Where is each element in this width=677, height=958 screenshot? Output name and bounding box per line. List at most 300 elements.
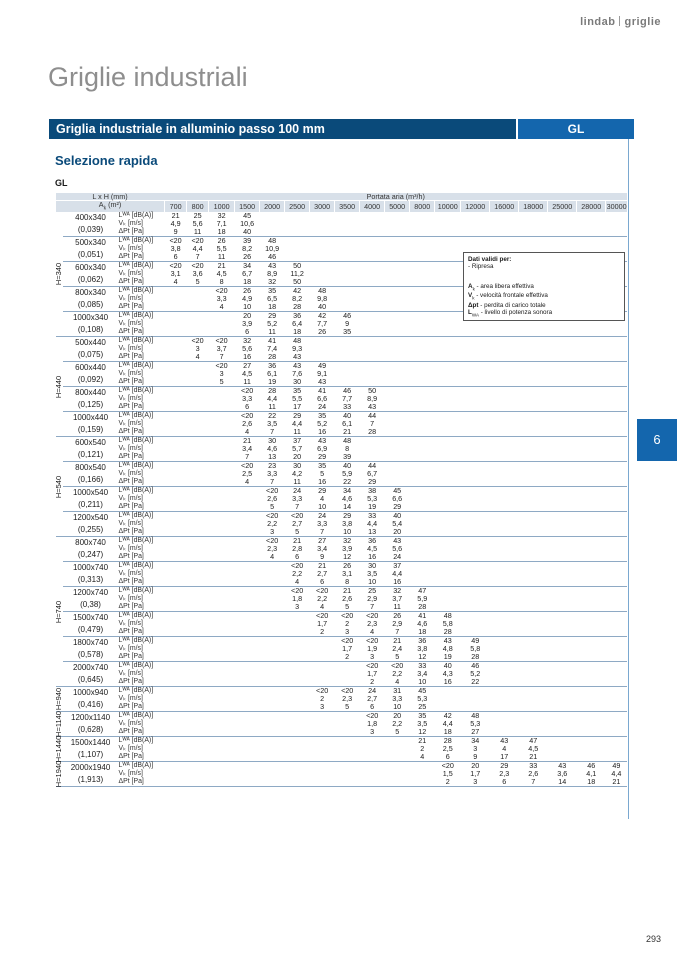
value-dpt: 20 xyxy=(293,452,302,462)
value-lwa: <20 xyxy=(191,336,204,346)
param-labels xyxy=(119,712,165,737)
flow-col-header: 18000 xyxy=(519,201,548,213)
value-dpt: 16 xyxy=(393,577,402,587)
value-cell xyxy=(335,337,360,362)
value-dpt: 22 xyxy=(343,477,352,487)
value-cell xyxy=(209,587,235,612)
value-cell xyxy=(235,762,260,787)
value-lwa: 21 xyxy=(343,586,352,596)
value-dpt: 24 xyxy=(318,402,327,412)
value-lwa: 23 xyxy=(268,461,277,471)
value-cell xyxy=(187,687,209,712)
value-lwa: 49 xyxy=(612,761,621,771)
value-cell xyxy=(165,337,187,362)
param-labels xyxy=(119,237,165,262)
value-cell xyxy=(260,737,285,762)
value-vk: 2,6 xyxy=(242,419,253,429)
value-cell xyxy=(235,687,260,712)
value-vk: 8,9 xyxy=(367,394,378,404)
param-label-lwa: Lᵂᴬ [dB(A)] xyxy=(118,437,154,445)
value-cell xyxy=(209,562,235,587)
value-dpt: 19 xyxy=(368,502,377,512)
value-cell xyxy=(187,562,209,587)
value-vk: 4,5 xyxy=(528,744,539,754)
value-dpt: 43 xyxy=(318,377,327,387)
value-dpt: 30 xyxy=(293,377,302,387)
value-cell xyxy=(187,362,209,387)
value-lwa: 38 xyxy=(368,486,377,496)
value-lwa: <20 xyxy=(169,236,182,246)
table-row xyxy=(56,212,628,237)
value-vk: 5,7 xyxy=(292,444,303,454)
value-cell xyxy=(165,562,187,587)
value-cell xyxy=(435,412,461,437)
value-cell xyxy=(519,212,548,237)
size-area: (0,416) xyxy=(77,700,104,710)
value-dpt: 28 xyxy=(443,627,452,637)
value-cell xyxy=(606,462,627,487)
value-vk: 1,7 xyxy=(367,669,378,679)
value-lwa: 35 xyxy=(318,411,327,421)
value-cell xyxy=(385,362,410,387)
value-lwa: 40 xyxy=(393,511,402,521)
value-vk: 2,7 xyxy=(367,694,378,704)
value-cell xyxy=(519,712,548,737)
value-lwa: 29 xyxy=(268,311,277,321)
value-cell xyxy=(285,737,310,762)
flow-col-header: 8000 xyxy=(410,201,435,213)
value-dpt: 13 xyxy=(268,452,277,462)
param-label-vk: Vₖ [m/s] xyxy=(118,395,143,403)
info-lwa-sub: WA xyxy=(471,312,479,318)
value-dpt: 5 xyxy=(195,277,200,287)
value-cell xyxy=(285,362,310,387)
value-cell xyxy=(310,562,335,587)
value-dpt: 10 xyxy=(393,702,402,712)
value-cell xyxy=(165,637,187,662)
value-cell xyxy=(235,362,260,387)
value-dpt: 7 xyxy=(370,602,375,612)
value-cell xyxy=(187,462,209,487)
value-lwa: <20 xyxy=(441,761,454,771)
value-cell xyxy=(519,487,548,512)
value-cell xyxy=(335,287,360,312)
value-cell xyxy=(435,512,461,537)
value-lwa: 36 xyxy=(268,361,277,371)
value-lwa: 46 xyxy=(471,661,480,671)
value-cell xyxy=(187,487,209,512)
height-group-label xyxy=(56,437,63,537)
value-lwa: 43 xyxy=(393,536,402,546)
value-cell xyxy=(335,537,360,562)
value-cell xyxy=(577,712,606,737)
value-cell xyxy=(335,362,360,387)
value-cell xyxy=(260,537,285,562)
value-cell xyxy=(577,337,606,362)
value-lwa: 40 xyxy=(343,461,352,471)
value-vk: 4,9 xyxy=(170,219,181,229)
value-vk: 3,8 xyxy=(342,519,353,529)
value-vk: 3,3 xyxy=(392,694,403,704)
value-lwa: 21 xyxy=(217,261,226,271)
value-lwa: <20 xyxy=(366,711,379,721)
value-vk: 3,3 xyxy=(317,519,328,529)
value-cell xyxy=(260,312,285,337)
value-cell xyxy=(335,587,360,612)
value-vk: 2,6 xyxy=(342,594,353,604)
param-label-lwa: Lᵂᴬ [dB(A)] xyxy=(118,212,154,220)
value-vk: 4,4 xyxy=(267,394,278,404)
value-dpt: 2 xyxy=(320,627,325,637)
size-cell xyxy=(63,762,119,787)
param-label-dpt: ΔPt [Pa] xyxy=(118,403,144,411)
size-dimension: 1500x740 xyxy=(72,613,109,623)
value-lwa: 36 xyxy=(418,636,427,646)
value-cell xyxy=(235,487,260,512)
size-dimension: 800x740 xyxy=(75,538,106,548)
value-cell xyxy=(235,562,260,587)
value-cell xyxy=(435,737,461,762)
area-label: A xyxy=(98,200,104,209)
value-cell xyxy=(410,612,435,637)
value-cell xyxy=(606,712,627,737)
value-dpt: 27 xyxy=(471,727,480,737)
value-cell xyxy=(285,287,310,312)
param-labels xyxy=(119,287,165,312)
value-vk: 3,5 xyxy=(417,719,428,729)
value-lwa: 47 xyxy=(418,586,427,596)
value-lwa: 29 xyxy=(318,486,327,496)
value-cell xyxy=(285,712,310,737)
value-cell xyxy=(385,737,410,762)
value-vk: 6,1 xyxy=(267,369,278,379)
info-dpt-text: - perdita di carico totale xyxy=(478,301,546,309)
value-lwa: 28 xyxy=(443,736,452,746)
value-cell xyxy=(410,337,435,362)
table-row xyxy=(56,362,628,387)
value-dpt: 39 xyxy=(343,452,352,462)
value-cell xyxy=(548,712,577,737)
value-cell xyxy=(165,612,187,637)
info-ak xyxy=(468,283,620,293)
flow-col-header: 1500 xyxy=(235,201,260,213)
value-cell xyxy=(310,487,335,512)
value-dpt: 6 xyxy=(245,402,250,412)
value-dpt: 18 xyxy=(587,777,596,787)
value-dpt: 2 xyxy=(370,677,375,687)
value-lwa: 35 xyxy=(318,461,327,471)
value-dpt: 50 xyxy=(293,277,302,287)
value-cell xyxy=(461,362,490,387)
value-vk: 2,8 xyxy=(292,544,303,554)
value-lwa: 20 xyxy=(471,761,480,771)
area-header xyxy=(56,201,165,213)
height-group-text: H=540 xyxy=(54,475,64,499)
info-dpt-symbol: Δpt xyxy=(468,301,479,309)
value-dpt: 9 xyxy=(320,552,325,562)
size-area: (0,166) xyxy=(77,475,104,485)
value-cell xyxy=(385,237,410,262)
value-vk: 4,4 xyxy=(192,244,203,254)
value-dpt: 18 xyxy=(217,227,226,237)
page-number: 293 xyxy=(645,934,661,944)
size-area: (0,578) xyxy=(77,650,104,660)
value-vk: 4,6 xyxy=(267,444,278,454)
value-dpt: 3 xyxy=(370,727,375,737)
value-vk: 6,9 xyxy=(317,444,328,454)
value-cell xyxy=(490,412,519,437)
size-area: (0,121) xyxy=(77,450,104,460)
value-cell xyxy=(209,612,235,637)
value-cell xyxy=(360,762,385,787)
size-cell xyxy=(63,712,119,737)
value-cell xyxy=(285,662,310,687)
value-dpt: 5 xyxy=(395,727,400,737)
value-dpt: 4 xyxy=(219,302,224,312)
size-dimension: 1200x740 xyxy=(72,588,109,598)
value-cell xyxy=(519,387,548,412)
value-cell xyxy=(285,487,310,512)
value-lwa: 36 xyxy=(368,536,377,546)
value-cell xyxy=(187,612,209,637)
value-lwa: <20 xyxy=(366,661,379,671)
value-cell xyxy=(385,637,410,662)
value-lwa: 48 xyxy=(318,286,327,296)
value-lwa: 26 xyxy=(243,286,252,296)
table-row xyxy=(56,512,628,537)
value-cell xyxy=(410,362,435,387)
value-vk: 5,6 xyxy=(192,219,203,229)
height-group-text: H=740 xyxy=(54,600,64,624)
value-cell xyxy=(461,337,490,362)
info-ak-symbol: A xyxy=(468,282,473,290)
value-dpt: 43 xyxy=(368,402,377,412)
flow-col-header: 800 xyxy=(187,201,209,213)
value-dpt: 16 xyxy=(318,427,327,437)
value-vk: 5,9 xyxy=(417,594,428,604)
size-cell xyxy=(63,437,119,462)
size-dimension: 600x340 xyxy=(75,263,106,273)
value-vk: 9 xyxy=(345,319,350,329)
value-cell xyxy=(285,637,310,662)
value-lwa: 33 xyxy=(529,761,538,771)
value-vk: 6,6 xyxy=(317,394,328,404)
size-area: (0,108) xyxy=(77,325,104,335)
value-vk: 3,5 xyxy=(267,419,278,429)
value-lwa: 47 xyxy=(529,736,538,746)
value-cell xyxy=(606,687,627,712)
value-cell xyxy=(490,512,519,537)
value-cell xyxy=(490,562,519,587)
value-cell xyxy=(235,512,260,537)
param-labels xyxy=(119,662,165,687)
value-cell xyxy=(360,587,385,612)
value-cell xyxy=(187,762,209,787)
value-cell xyxy=(435,437,461,462)
value-dpt: 26 xyxy=(318,327,327,337)
value-cell xyxy=(235,462,260,487)
value-cell xyxy=(410,312,435,337)
value-cell xyxy=(209,237,235,262)
area-sub: k xyxy=(103,205,107,212)
value-lwa: 33 xyxy=(418,661,427,671)
param-label-lwa: Lᵂᴬ [dB(A)] xyxy=(118,412,154,420)
value-cell xyxy=(435,312,461,337)
value-dpt: 6 xyxy=(320,577,325,587)
height-group-label xyxy=(56,762,63,787)
value-vk: 4,5 xyxy=(367,544,378,554)
value-cell xyxy=(310,612,335,637)
chapter-tab[interactable]: 6 xyxy=(637,419,677,461)
param-labels xyxy=(119,337,165,362)
value-vk: 9,8 xyxy=(317,294,328,304)
value-lwa: 48 xyxy=(293,336,302,346)
value-vk: 2,6 xyxy=(528,769,539,779)
value-cell xyxy=(435,612,461,637)
param-label-vk: Vₖ [m/s] xyxy=(118,695,143,703)
value-vk: 2,2 xyxy=(267,519,278,529)
size-area: (0,159) xyxy=(77,425,104,435)
value-dpt: 7 xyxy=(395,627,400,637)
value-lwa: <20 xyxy=(366,611,379,621)
value-cell xyxy=(385,662,410,687)
param-label-vk: Vₖ [m/s] xyxy=(118,645,143,653)
value-lwa: 45 xyxy=(393,486,402,496)
value-cell xyxy=(165,262,187,287)
value-cell xyxy=(360,712,385,737)
value-cell xyxy=(360,387,385,412)
value-cell xyxy=(165,312,187,337)
size-area: (0,062) xyxy=(77,275,104,285)
table-row xyxy=(56,637,628,662)
value-cell xyxy=(209,487,235,512)
value-cell xyxy=(519,687,548,712)
value-cell xyxy=(209,287,235,312)
table-row xyxy=(56,437,628,462)
value-vk: 4,4 xyxy=(611,769,622,779)
param-labels xyxy=(119,762,165,787)
value-dpt: 19 xyxy=(268,377,277,387)
value-vk: 2,5 xyxy=(442,744,453,754)
value-cell xyxy=(435,537,461,562)
value-lwa: 34 xyxy=(243,261,252,271)
value-cell xyxy=(235,212,260,237)
value-vk: 3,3 xyxy=(216,294,227,304)
value-cell xyxy=(385,437,410,462)
table-row xyxy=(56,687,628,712)
value-dpt: 4 xyxy=(245,477,250,487)
value-cell xyxy=(577,212,606,237)
size-dimension: 800x440 xyxy=(75,388,106,398)
value-cell xyxy=(310,512,335,537)
value-cell xyxy=(435,337,461,362)
value-vk: 10,9 xyxy=(265,244,280,254)
value-vk: 4,4 xyxy=(392,569,403,579)
value-cell xyxy=(209,362,235,387)
area-unit: (m²) xyxy=(106,200,122,209)
flow-col-header: 2500 xyxy=(285,201,310,213)
value-cell xyxy=(360,362,385,387)
value-vk: 4 xyxy=(502,744,507,754)
value-cell xyxy=(385,337,410,362)
value-lwa: 24 xyxy=(293,486,302,496)
size-area: (0,255) xyxy=(77,525,104,535)
size-cell xyxy=(63,737,119,762)
size-cell xyxy=(63,387,119,412)
value-cell xyxy=(360,412,385,437)
param-label-lwa: Lᵂᴬ [dB(A)] xyxy=(118,287,154,295)
value-dpt: 21 xyxy=(612,777,621,787)
value-lwa: 27 xyxy=(318,536,327,546)
value-cell xyxy=(260,437,285,462)
value-cell xyxy=(260,387,285,412)
value-cell xyxy=(335,762,360,787)
size-cell xyxy=(63,312,119,337)
value-cell xyxy=(209,762,235,787)
value-cell xyxy=(461,687,490,712)
value-lwa: 29 xyxy=(500,761,509,771)
value-lwa: <20 xyxy=(316,611,329,621)
value-vk: 4,8 xyxy=(442,644,453,654)
value-vk: 3,3 xyxy=(242,394,253,404)
size-cell xyxy=(63,637,119,662)
param-label-dpt: ΔPt [Pa] xyxy=(118,478,144,486)
value-cell xyxy=(335,562,360,587)
value-cell xyxy=(260,587,285,612)
param-labels xyxy=(119,412,165,437)
value-cell xyxy=(285,512,310,537)
value-cell xyxy=(285,587,310,612)
value-lwa: 32 xyxy=(343,536,352,546)
param-label-vk: Vₖ [m/s] xyxy=(118,370,143,378)
value-cell xyxy=(335,612,360,637)
value-cell xyxy=(519,437,548,462)
flow-col-header: 16000 xyxy=(490,201,519,213)
value-vk: 2,3 xyxy=(367,619,378,629)
value-dpt: 6 xyxy=(173,252,178,262)
flow-col-header: 12000 xyxy=(461,201,490,213)
size-cell xyxy=(63,612,119,637)
value-lwa: 31 xyxy=(393,686,402,696)
height-group-label xyxy=(56,712,63,737)
brand-separator xyxy=(619,16,620,26)
value-cell xyxy=(490,462,519,487)
param-label-lwa: Lᵂᴬ [dB(A)] xyxy=(118,612,154,620)
value-vk: 4,4 xyxy=(292,419,303,429)
param-labels xyxy=(119,587,165,612)
value-lwa: 29 xyxy=(343,511,352,521)
value-cell xyxy=(187,512,209,537)
value-cell xyxy=(235,412,260,437)
value-dpt: 20 xyxy=(393,527,402,537)
value-vk: 5,3 xyxy=(367,494,378,504)
value-lwa: 36 xyxy=(293,311,302,321)
value-vk: 5,6 xyxy=(242,344,253,354)
value-cell xyxy=(435,662,461,687)
value-cell xyxy=(577,687,606,712)
value-vk: 2 xyxy=(345,619,350,629)
value-cell xyxy=(490,212,519,237)
value-dpt: 13 xyxy=(368,527,377,537)
value-lwa: 40 xyxy=(443,661,452,671)
value-cell xyxy=(187,237,209,262)
value-lwa: <20 xyxy=(215,286,228,296)
value-lwa: 37 xyxy=(393,561,402,571)
param-labels xyxy=(119,562,165,587)
value-cell xyxy=(577,587,606,612)
value-cell xyxy=(310,212,335,237)
info-lwa-symbol: L xyxy=(468,308,472,316)
